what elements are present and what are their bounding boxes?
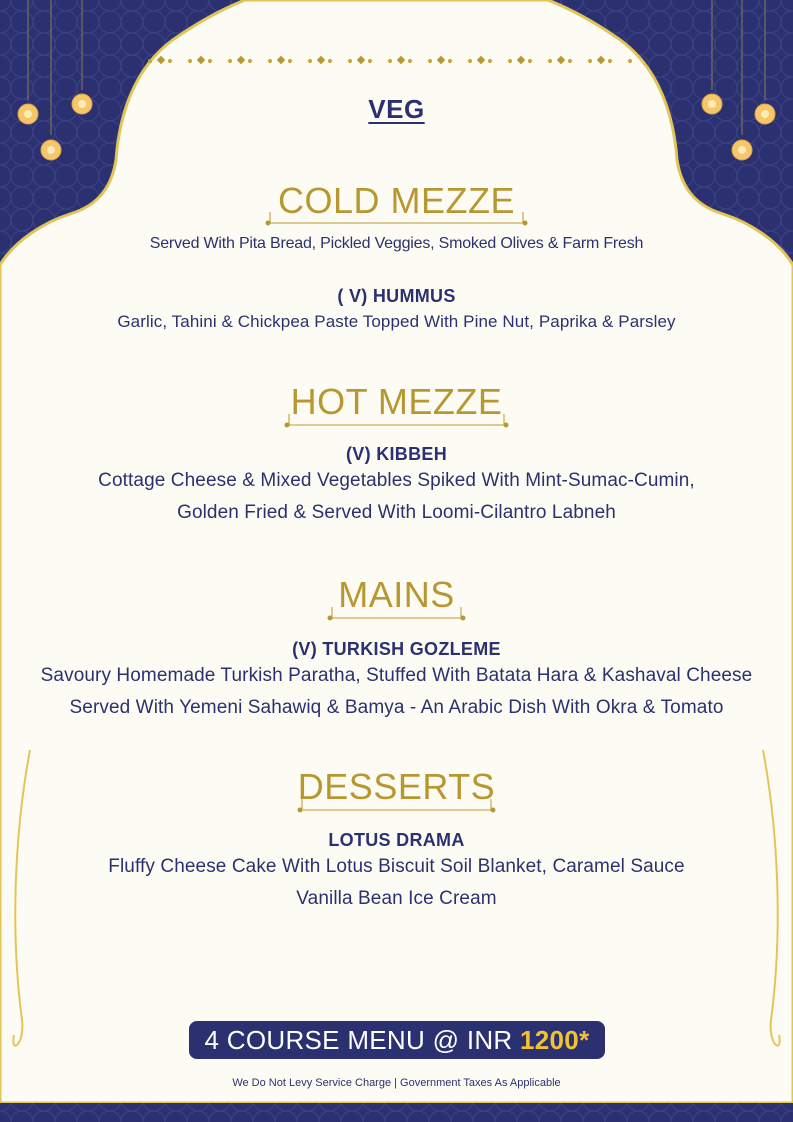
price-banner — [189, 1021, 605, 1059]
item-desc-hummus: Garlic, Tahini & Chickpea Paste Topped With Pine Nut, Paprika & Parsley — [117, 312, 676, 331]
item-name-gozleme: (V) TURKISH GOZLEME — [292, 639, 501, 659]
section-title-desserts: DESSERTS — [297, 766, 496, 807]
item-desc-lotus-line2: Vanilla Bean Ice Cream — [296, 888, 497, 909]
item-name-hummus: ( V) HUMMUS — [337, 286, 456, 306]
item-desc-kibbeh-line1: Cottage Cheese & Mixed Vegetables Spiked With Mint-Sumac-Cumin, — [98, 470, 695, 491]
footer-note: We Do Not Levy Service Charge | Government Taxes As Applicable — [232, 1077, 561, 1089]
section-subtitle-cold-mezze: Served With Pita Bread, Pickled Veggies, Smoked Olives & Farm Fresh — [149, 235, 644, 252]
item-name-lotus-drama: LOTUS DRAMA — [328, 830, 465, 850]
section-title-hot-mezze: HOT MEZZE — [290, 381, 503, 422]
veg-heading: VEG — [368, 94, 425, 124]
price-amount: 1200* — [520, 1025, 590, 1055]
section-title-mains: MAINS — [338, 574, 455, 615]
item-desc-gozleme-line2: Served With Yemeni Sahawiq & Bamya - An Arabic Dish With Okra & Tomato — [69, 697, 724, 718]
item-desc-gozleme-line1: Savoury Homemade Turkish Paratha, Stuffed With Batata Hara & Kashaval Cheese — [40, 665, 753, 686]
item-name-kibbeh: (V) KIBBEH — [346, 444, 447, 464]
section-title-cold-mezze: COLD MEZZE — [277, 180, 515, 221]
item-desc-kibbeh-line2: Golden Fried & Served With Loomi-Cilantro Labneh — [177, 502, 616, 523]
item-desc-lotus-line1: Fluffy Cheese Cake With Lotus Biscuit Soil Blanket, Caramel Sauce — [108, 856, 685, 877]
price-label: 4 COURSE MENU @ INR — [204, 1025, 521, 1055]
bottom-pattern-strip — [0, 1103, 793, 1122]
